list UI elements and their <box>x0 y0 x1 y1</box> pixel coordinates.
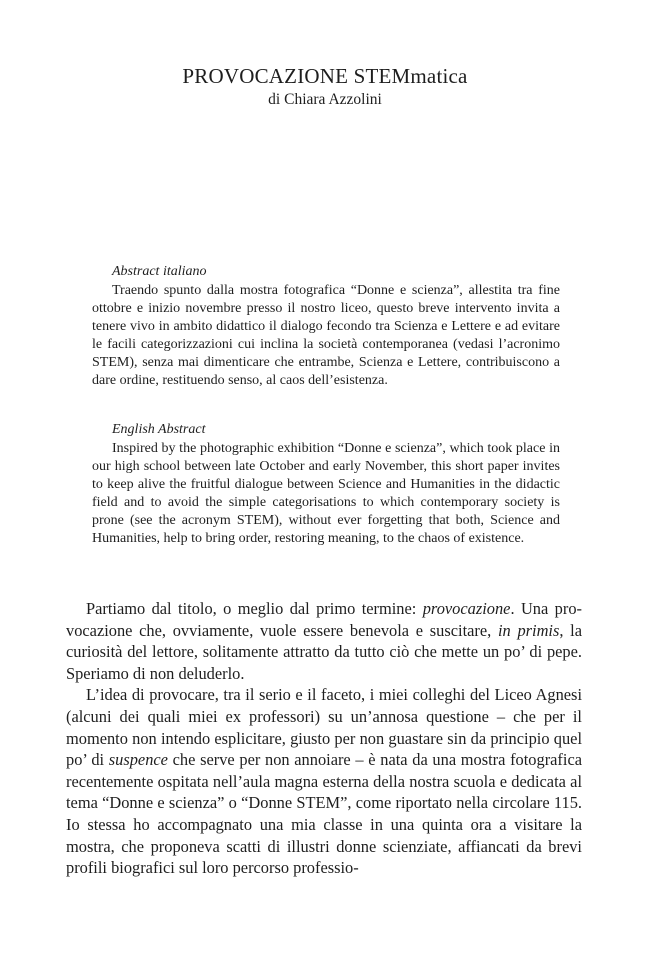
article-body <box>66 598 582 879</box>
article-title: PROVOCAZIONE STEMmatica <box>182 64 468 88</box>
body-p1-text-c: , la curiosità del lettore, solitamente attratto da tutto ciò che mette un po’ di pepe. Speriamo di non deluderlo. <box>66 620 582 683</box>
body-p2-emphasis-suspence: suspence <box>108 750 168 770</box>
abstract-english <box>92 421 560 548</box>
body-paragraph-1 <box>66 598 582 684</box>
abstract-english-text: Inspired by the photographic exhibition “Donne e scienza”, which took place in our high school between late October and early November, this short paper invites to keep alive the fruitful dialogue between Science and Humanities in the didactic field and to avoid the simple categorisations to which contemporary society is prone (see the acronym STEM), without ever forgetting that both, Science and Humanities, help to bring order, restoring meaning, to the chaos of existence. <box>92 441 560 546</box>
body-paragraph-2 <box>66 684 582 878</box>
body-p1-emphasis-provocazione: provocazione <box>422 599 511 618</box>
body-p1-text-a: Partiamo dal titolo, o meglio dal primo termine: <box>86 599 423 618</box>
abstract-italian-text: Traendo spunto dalla mostra fotografica “Donne e scienza”, allestita tra fine ottobre e inizio novembre presso il nostro liceo, questo breve intervento invita a tenere vivo in ambito didattico il dialogo fecondo tra Scienza e Lettere e ad evitare le facili categorizzazioni cui inclina la società contemporanea (vedasi l’acronimo STEM), senza mai dimenticare che entrambe, Scienza e Lettere, contribuiscono a dare ordine, restituendo senso, al caos dell’esistenza. <box>92 283 560 388</box>
abstract-italian-heading: Abstract italiano <box>112 264 207 279</box>
body-p1-text-b: . Una provocazione che, ovviamente, vuole essere benevola e suscitare, <box>66 599 582 640</box>
abstract-italian <box>92 263 560 390</box>
abstract-english-heading: English Abstract <box>112 422 206 437</box>
body-p1-emphasis-in-primis: in primis <box>497 620 560 640</box>
article-author: di Chiara Azzolini <box>268 91 382 108</box>
body-p2-text-b: che serve per non annoiare – è nata da una mostra fotografica recentemente ospitata nell’aula magna esterna della nostra scuola e dedicata al tema “Donne e scienza” o “Donne STEM”, come riportato nella circolare 115. Io stessa ho accompagnato una mia classe in una quinta ora a visitare la mostra, che proponeva scatti di illustri donne scienziate, affiancati da brevi profili biografici sul loro percorso professio- <box>66 750 582 878</box>
body-p2-text-a: L’idea di provocare, tra il serio e il faceto, i miei colleghi del Liceo Agnesi (alcuni dei quali miei ex professori) su un’annosa questione – che per il momento non intendo esplicitare, giusto per non guastare sin da principio quel po’ di <box>66 685 582 770</box>
